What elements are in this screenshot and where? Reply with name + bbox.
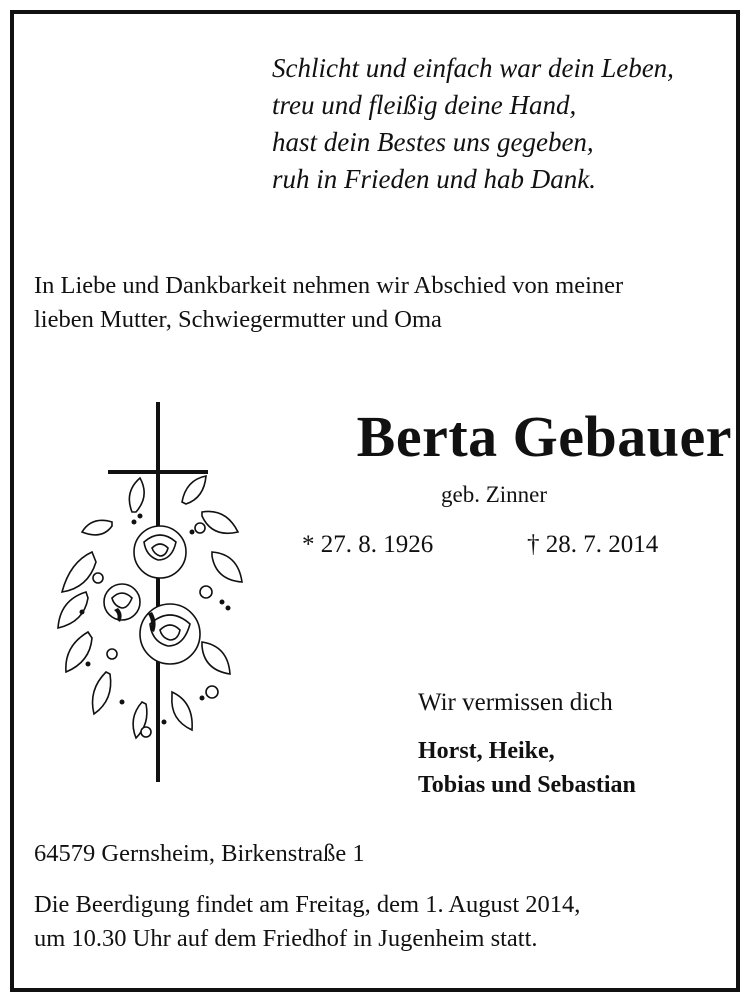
- cross-with-roses-icon: [52, 402, 252, 802]
- funeral-line: Die Beerdigung findet am Freitag, dem 1. August 2014,: [34, 891, 581, 918]
- mourners-line: Tobias und Sebastian: [418, 772, 636, 798]
- deceased-name: Berta Gebauer: [356, 404, 732, 469]
- birth-date: * 27. 8. 1926: [302, 531, 434, 558]
- birth-name: geb. Zinner: [440, 482, 547, 507]
- poem-line: Schlicht und einfach war dein Leben,: [272, 53, 674, 83]
- obituary-frame: [10, 10, 740, 992]
- poem-line: treu und fleißig deine Hand,: [272, 90, 577, 120]
- poem: [272, 50, 732, 198]
- mourners-names: [418, 734, 636, 802]
- mourners-heading: Wir vermissen dich: [418, 689, 613, 716]
- mourners-line: Horst, Heike,: [418, 738, 555, 764]
- address: 64579 Gernsheim, Birkenstraße 1: [34, 840, 365, 867]
- death-date: † 28. 7. 2014: [527, 531, 659, 558]
- farewell-intro: [34, 269, 724, 337]
- funeral-notice: [34, 888, 734, 956]
- funeral-line: um 10.30 Uhr auf dem Friedhof in Jugenheim statt.: [34, 925, 538, 952]
- intro-line: lieben Mutter, Schwiegermutter und Oma: [34, 306, 442, 333]
- intro-line: In Liebe und Dankbarkeit nehmen wir Abschied von meiner: [34, 272, 624, 299]
- poem-line: hast dein Bestes uns gegeben,: [272, 127, 594, 157]
- poem-line: ruh in Frieden und hab Dank.: [272, 164, 596, 194]
